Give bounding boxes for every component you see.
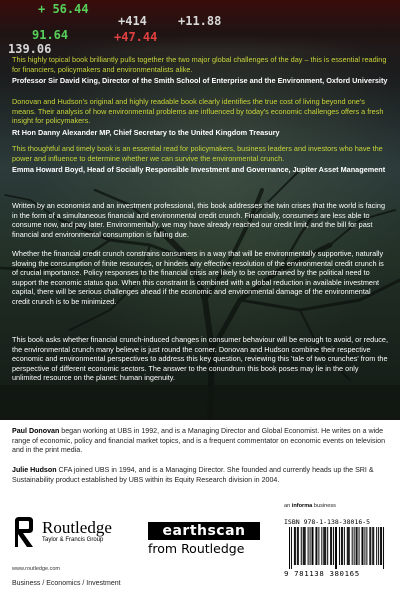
ticker-value: + 56.44: [38, 2, 89, 16]
subject-category: Business / Economics / Investment: [12, 580, 121, 587]
barcode-bar: [295, 527, 296, 565]
barcode-bar: [356, 527, 357, 565]
barcode-bar: [323, 527, 324, 565]
barcode-bar: [294, 527, 295, 565]
barcode-bar: [310, 527, 311, 565]
barcode-bar: [324, 527, 325, 565]
endorsement-quote: [12, 97, 388, 137]
barcode-bar: [341, 527, 342, 565]
endorsement-quote: [12, 55, 388, 86]
bio-text: CFA joined UBS in 1994, and is a Managing Director. She founded and currently heads up the SRI & Sustainability product established by UBS within its Equity Research division in 2004.: [12, 466, 374, 484]
barcode-bar: [318, 527, 319, 565]
barcode-bar: [301, 527, 302, 565]
barcode-bar: [376, 527, 377, 565]
barcode-bar: [336, 527, 337, 569]
quote-attribution: Professor Sir David King, Director of the Smith School of Enterprise and the Environment, Oxford University: [12, 76, 388, 86]
barcode-bar: [304, 527, 305, 565]
author-bio: [12, 466, 388, 485]
ticker-value: 139.06: [8, 42, 52, 56]
author-name: Julie Hudson: [12, 466, 57, 474]
barcode-bar: [381, 527, 382, 565]
barcode-bar: [349, 527, 350, 565]
barcode-bar: [342, 527, 343, 565]
barcode-bar: [315, 527, 316, 565]
barcode-bar: [297, 527, 298, 565]
barcode-bar: [298, 527, 299, 565]
author-bio: [12, 427, 388, 456]
ticker-value: +11.88: [178, 14, 222, 28]
bio-text: began working at UBS in 1992, and is a Managing Director and Global Economist. He writes on a wide range of economic, policy and financial market topics, and is a frequent commentator on economic events on television and in the print media.: [12, 427, 386, 454]
barcode-bar: [373, 527, 374, 565]
isbn-label: ISBN 978-1-138-38016-5: [284, 518, 371, 526]
barcode-bar: [331, 527, 332, 565]
barcode-bar: [308, 527, 309, 565]
barcode-bar: [347, 527, 348, 565]
barcode-bar: [330, 527, 331, 565]
ticker-value: +414: [118, 14, 147, 28]
blurb-paragraph: This book asks whether financial crunch-induced changes in consumer behaviour will be enough to avoid, or reduce, the environmental crunch many believe is just round the corner. Donovan and Hudson combine their respective economic and environmental perspectives to address this key question, reviewing this 'tale of two crunches' from the perspective of different economic sectors. The answer to the conundrum this book poses may lie in the only unlimited resource on the planet: human ingenuity.: [12, 335, 389, 383]
barcode-bar: [303, 527, 304, 565]
ticker-value: 91.64: [32, 28, 69, 42]
earthscan-logo: [148, 522, 262, 558]
author-name: Paul Donovan: [12, 427, 60, 435]
stock-ticker-band: [0, 0, 400, 56]
barcode-bar: [370, 527, 371, 565]
barcode-bar: [378, 527, 379, 565]
barcode-bar: [335, 527, 336, 569]
imprint-from: from Routledge: [148, 541, 245, 556]
quote-text: Donovan and Hudson's original and highly readable book clearly identifies the true cost of living beyond one's means. Their analysis of how environmental problems are influenced by today's economic challenges offers a fresh insight for policymakers.: [12, 97, 384, 126]
informa-brand: informa: [291, 503, 313, 509]
barcode-bar: [359, 527, 360, 565]
publisher-name: Routledge: [42, 518, 112, 537]
barcode-bar: [313, 527, 314, 565]
endorsement-quote: [12, 144, 388, 175]
isbn-digits: 9 781138 380165: [284, 569, 360, 578]
barcode-bar: [291, 527, 292, 569]
barcode-bar: [339, 527, 340, 565]
quote-text: This thoughtful and timely book is an essential read for policymakers, business leaders and investors who have the power and influence to determine whether we can survive the environmental crunch.: [12, 144, 383, 163]
routledge-logo: [12, 515, 142, 565]
quote-attribution: Emma Howard Boyd, Head of Socially Responsible Investment and Governance, Jupiter Asset Management: [12, 165, 386, 175]
barcode-bar: [357, 527, 358, 565]
barcode-bar: [321, 527, 322, 565]
barcode-bar: [316, 527, 317, 565]
barcode-bar: [383, 527, 384, 569]
barcode-bar: [333, 527, 334, 565]
barcode-icon: [284, 527, 390, 569]
barcode-bar: [352, 527, 353, 565]
routledge-emblem-icon: [12, 515, 36, 549]
barcode-bar: [366, 527, 367, 565]
barcode-bar: [362, 527, 363, 565]
barcode-bar: [348, 527, 349, 565]
ticker-value: +47.44: [114, 30, 158, 44]
barcode-bar: [312, 527, 313, 565]
barcode-bar: [289, 527, 290, 569]
informa-prefix: an: [284, 503, 292, 509]
blurb-paragraph: Whether the financial credit crunch constrains consumers in a way that will be environmentally supportive, naturally slowing the consumption of finite resources, or hinders any effective resolution of the environmental credit crunch is of crucial importance. Policy responses to the financial crisis are likely to be constrained by the political need to support the economic status quo. When this constraint is combined with a global reduction in available investment capital, there will be serious challenges ahead if the economic and environmental damage of the environmental credit crunch is to be minimized.: [12, 249, 384, 306]
barcode-bar: [325, 527, 326, 565]
publisher-url: www.routledge.com: [12, 566, 60, 572]
quote-text: This highly topical book brilliantly pulls together the two major global challenges of the day – this is essential reading for financiers, policymakers and environmentalists alike.: [12, 55, 387, 74]
barcode-bar: [327, 527, 328, 565]
publisher-group: Taylor & Francis Group: [42, 537, 104, 543]
isbn-barcode: [284, 518, 390, 580]
barcode-bar: [369, 527, 370, 565]
imprint-name: earthscan: [148, 522, 260, 540]
barcode-bar: [354, 527, 355, 565]
informa-suffix: business: [312, 503, 336, 509]
barcode-bar: [380, 527, 381, 565]
blurb-paragraph: Written by an economist and an investment professional, this book addresses the twin crises that the world is facing in the form of a simultaneous financial and environmental credit crunch. Financially, consumers are less able to consume now, and pay later. Environmentally, we may have already reached our credit limit, and the bill for past financial and environmental consumption is falling due.: [12, 201, 386, 239]
barcode-bar: [344, 527, 345, 565]
barcode-bar: [372, 527, 373, 565]
barcode-bar: [361, 527, 362, 565]
barcode-bar: [305, 527, 306, 565]
quote-attribution: Rt Hon Danny Alexander MP, Chief Secretary to the United Kingdom Treasury: [12, 127, 280, 137]
informa-tagline: [284, 503, 336, 509]
barcode-bar: [364, 527, 365, 565]
